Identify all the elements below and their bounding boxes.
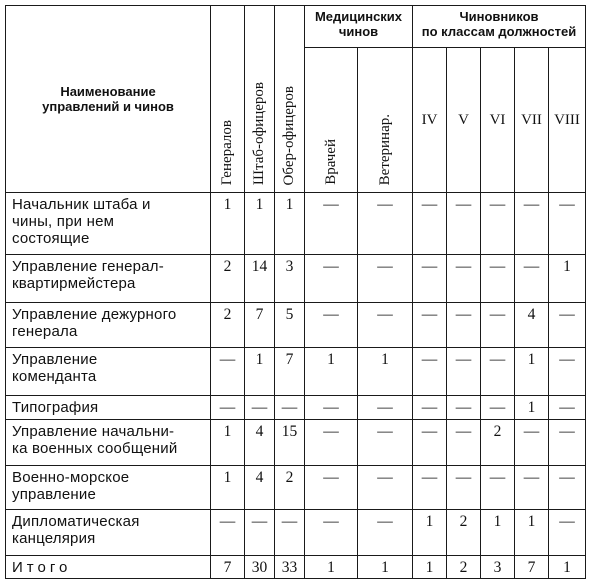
- value-cell: 1: [275, 193, 305, 255]
- value-cell: —: [447, 420, 481, 466]
- value-cell: 4: [245, 466, 275, 510]
- value-cell: 5: [275, 303, 305, 348]
- name-column-header: Наименование управлений и чинов: [6, 6, 211, 193]
- row-name-text: Дипломатическая канцелярия: [12, 513, 140, 547]
- value-cell: —: [413, 348, 447, 396]
- value-cell: —: [515, 193, 549, 255]
- value-cell: —: [305, 193, 358, 255]
- value-cell: —: [413, 466, 447, 510]
- value-cell: 1: [358, 556, 413, 579]
- class-iv-header: IV: [413, 48, 447, 193]
- class-vi-header: VI: [481, 48, 515, 193]
- table-row: [6, 303, 586, 348]
- value-cell: 14: [245, 255, 275, 303]
- value-cell: —: [481, 255, 515, 303]
- value-cell: —: [358, 396, 413, 420]
- value-cell: 15: [275, 420, 305, 466]
- value-cell: —: [447, 255, 481, 303]
- value-cell: —: [447, 466, 481, 510]
- value-cell: —: [515, 255, 549, 303]
- value-cell: —: [549, 303, 586, 348]
- value-cell: —: [358, 303, 413, 348]
- value-cell: —: [481, 396, 515, 420]
- class-vii-header: VII: [515, 48, 549, 193]
- value-cell: 1: [549, 556, 586, 579]
- row-name-text: Управление начальни- ка военных сообщений: [12, 423, 178, 457]
- class-viii-header: VIII: [549, 48, 586, 193]
- value-cell: 7: [515, 556, 549, 579]
- value-cell: 3: [481, 556, 515, 579]
- row-name: [6, 510, 211, 556]
- value-cell: —: [305, 510, 358, 556]
- value-cell: —: [358, 466, 413, 510]
- row-name: [6, 255, 211, 303]
- veterinarians-header: Ветеринар.: [358, 48, 413, 193]
- value-cell: 1: [211, 420, 245, 466]
- value-cell: —: [245, 396, 275, 420]
- value-cell: 1: [515, 348, 549, 396]
- value-cell: —: [305, 420, 358, 466]
- value-cell: —: [549, 193, 586, 255]
- value-cell: —: [447, 348, 481, 396]
- value-cell: 1: [245, 193, 275, 255]
- value-cell: —: [481, 303, 515, 348]
- value-cell: —: [211, 396, 245, 420]
- row-name: [6, 556, 211, 579]
- value-cell: —: [211, 348, 245, 396]
- value-cell: —: [481, 348, 515, 396]
- value-cell: 1: [305, 348, 358, 396]
- value-cell: —: [549, 510, 586, 556]
- value-cell: 1: [481, 510, 515, 556]
- value-cell: 2: [211, 255, 245, 303]
- value-cell: —: [447, 193, 481, 255]
- value-cell: —: [515, 420, 549, 466]
- value-cell: 2: [447, 556, 481, 579]
- table-row: [6, 510, 586, 556]
- value-cell: 7: [211, 556, 245, 579]
- officials-group-header: Чиновников по классам должностей: [413, 6, 586, 48]
- value-cell: 2: [275, 466, 305, 510]
- class-v-header: V: [447, 48, 481, 193]
- value-cell: 2: [211, 303, 245, 348]
- generals-header: Генералов: [211, 6, 245, 193]
- value-cell: —: [275, 510, 305, 556]
- value-cell: —: [447, 396, 481, 420]
- table-row: [6, 348, 586, 396]
- row-name-text: Типография: [12, 399, 99, 416]
- value-cell: —: [305, 466, 358, 510]
- row-name-text: Военно-морское управление: [12, 469, 130, 503]
- value-cell: —: [305, 255, 358, 303]
- value-cell: —: [413, 193, 447, 255]
- row-name-text: Управление дежурного генерала: [12, 306, 177, 340]
- value-cell: 1: [413, 510, 447, 556]
- value-cell: 1: [305, 556, 358, 579]
- table-body: [6, 193, 586, 579]
- staff-table: [5, 5, 586, 579]
- staff-officers-header: Штаб-офицеров: [245, 6, 275, 193]
- table-row: [6, 466, 586, 510]
- medical-group-header: Медицинских чинов: [305, 6, 413, 48]
- value-cell: —: [515, 466, 549, 510]
- value-cell: —: [305, 303, 358, 348]
- table-row: [6, 255, 586, 303]
- value-cell: —: [358, 510, 413, 556]
- value-cell: —: [358, 193, 413, 255]
- value-cell: 33: [275, 556, 305, 579]
- row-name: [6, 466, 211, 510]
- value-cell: —: [413, 303, 447, 348]
- value-cell: 4: [515, 303, 549, 348]
- value-cell: —: [245, 510, 275, 556]
- row-name: [6, 396, 211, 420]
- value-cell: 7: [245, 303, 275, 348]
- value-cell: 1: [211, 466, 245, 510]
- value-cell: 1: [245, 348, 275, 396]
- doctors-header: Врачей: [305, 48, 358, 193]
- value-cell: —: [549, 466, 586, 510]
- row-name: [6, 193, 211, 255]
- value-cell: —: [358, 255, 413, 303]
- value-cell: —: [211, 510, 245, 556]
- row-name-text: Итого: [12, 559, 72, 576]
- value-cell: —: [413, 396, 447, 420]
- value-cell: 1: [211, 193, 245, 255]
- value-cell: —: [413, 255, 447, 303]
- table-row: [6, 193, 586, 255]
- value-cell: 4: [245, 420, 275, 466]
- row-name: [6, 348, 211, 396]
- table-row: [6, 420, 586, 466]
- value-cell: 3: [275, 255, 305, 303]
- value-cell: 2: [447, 510, 481, 556]
- value-cell: 1: [413, 556, 447, 579]
- value-cell: —: [481, 193, 515, 255]
- value-cell: 1: [549, 255, 586, 303]
- value-cell: —: [549, 348, 586, 396]
- value-cell: 7: [275, 348, 305, 396]
- row-name: [6, 303, 211, 348]
- value-cell: 1: [515, 396, 549, 420]
- value-cell: —: [549, 396, 586, 420]
- value-cell: —: [358, 420, 413, 466]
- value-cell: —: [447, 303, 481, 348]
- row-name-text: Управление коменданта: [12, 351, 98, 385]
- row-name-text: Начальник штаба и чины, при нем состоящие: [12, 196, 151, 247]
- value-cell: —: [481, 466, 515, 510]
- value-cell: —: [413, 420, 447, 466]
- value-cell: 30: [245, 556, 275, 579]
- table-row: [6, 396, 586, 420]
- value-cell: 2: [481, 420, 515, 466]
- value-cell: —: [275, 396, 305, 420]
- row-name-text: Управление генерал- квартирмейстера: [12, 258, 164, 292]
- total-row: [6, 556, 586, 579]
- value-cell: 1: [515, 510, 549, 556]
- value-cell: —: [549, 420, 586, 466]
- value-cell: —: [305, 396, 358, 420]
- value-cell: 1: [358, 348, 413, 396]
- row-name: [6, 420, 211, 466]
- chief-officers-header: Обер-офицеров: [275, 6, 305, 193]
